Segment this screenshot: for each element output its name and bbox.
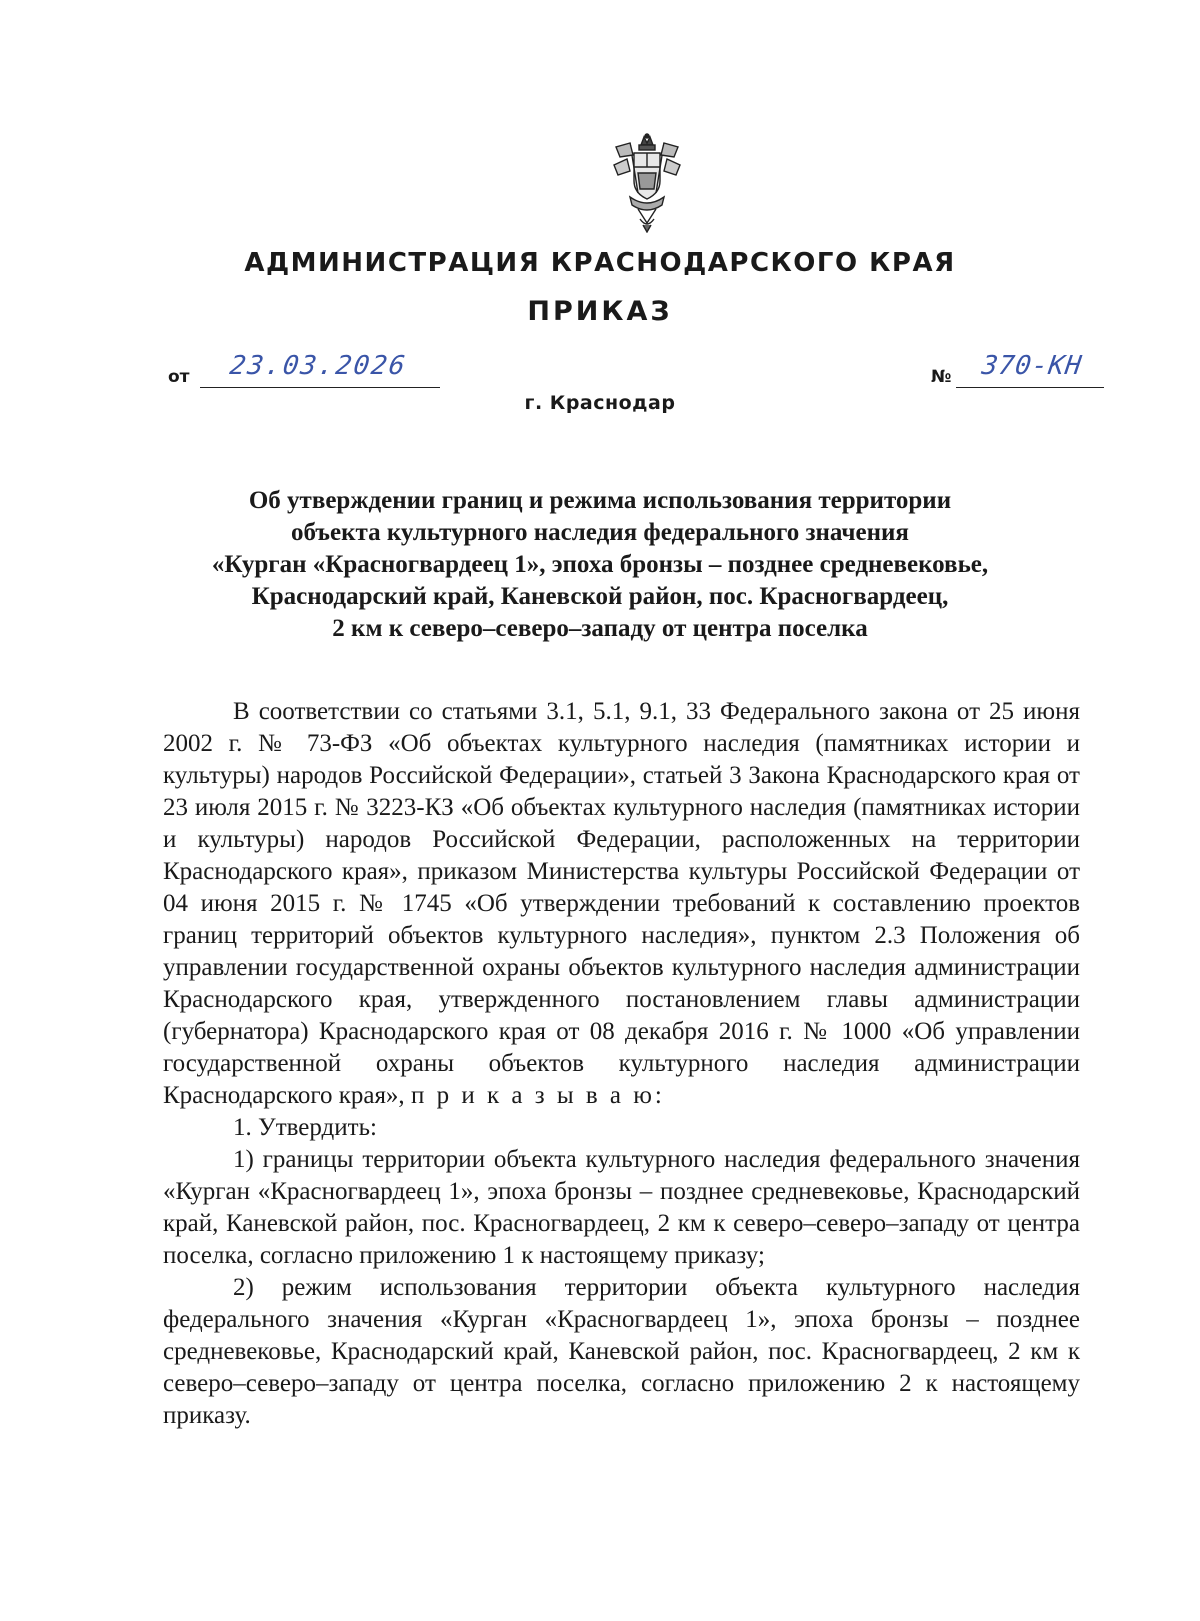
document-type: ПРИКАЗ <box>527 296 673 327</box>
preamble-paragraph <box>163 696 1080 1112</box>
title-line: Краснодарский край, Каневской район, пос. Красногвардеец, <box>251 583 949 610</box>
number-prefix: № <box>931 367 952 387</box>
coat-of-arms-icon <box>608 133 686 233</box>
document-title <box>160 485 1040 645</box>
number-handwritten: 370-КН <box>979 351 1085 381</box>
item-1: 1. Утвердить: <box>233 1114 377 1141</box>
date-prefix: от <box>168 367 190 387</box>
order-word: п р и к а з ы в а ю: <box>410 1082 665 1109</box>
title-line: «Курган «Красногвардеец 1», эпоха бронзы – позднее средневековье, <box>211 551 989 578</box>
item-1-2: 2) режим использования территории объекта культурного наследия федерального значения «Курган «Красногвардеец 1», эпоха бронзы – позднее средневековье, Краснодарский край, Каневской район, пос. Красногвардеец, 2 км к северо–северо–западу от центра поселка, согласно приложению 2 к настоящему приказу. <box>163 1274 1080 1429</box>
organization-name: АДМИНИСТРАЦИЯ КРАСНОДАРСКОГО КРАЯ <box>244 248 956 278</box>
preamble-text: В соответствии со статьями 3.1, 5.1, 9.1, 33 Федерального закона от 25 июня 2002 г. № 73-ФЗ «Об объектах культурного наследия (памятниках истории и культуры) народов Российской Федерации», статьей 3 Закона Краснодарского края от 23 июля 2015 г. № 3223-КЗ «Об объектах культурного наследия (памятниках истории и культуры) народов Российской Федерации, расположенных на территории Краснодарского края», приказом Министерства культуры Российской Федерации от 04 июня 2015 г. № 1745 «Об утверждении требований к составлению проектов границ территорий объектов культурного наследия», пунктом 2.3 Положения об управлении государственной охраны объектов культурного наследия администрации Краснодарского края, утвержденного постановлением главы администрации (губернатора) Краснодарского края от 08 декабря 2016 г. № 1000 «Об управлении государственной охраны объектов культурного наследия администрации Краснодарского края», <box>163 698 1080 1109</box>
item-1-1: 1) границы территории объекта культурного наследия федерального значения «Курган «Красногвардеец 1», эпоха бронзы – позднее средневековье, Краснодарский край, Каневской район, пос. Красногвардеец, 2 км к северо–северо–западу от центра поселка, согласно приложению 1 к настоящему приказу; <box>163 1146 1080 1269</box>
title-line: 2 км к северо–северо–западу от центра поселка <box>332 615 868 642</box>
number-underline <box>956 387 1104 388</box>
date-underline <box>200 387 440 388</box>
title-line: Об утверждении границ и режима использования территории <box>248 487 952 514</box>
title-line: объекта культурного наследия федерального значения <box>291 519 909 546</box>
document-body <box>163 696 1080 1432</box>
date-handwritten: 23.03.2026 <box>227 351 409 381</box>
city-name: г. Краснодар <box>524 392 676 414</box>
